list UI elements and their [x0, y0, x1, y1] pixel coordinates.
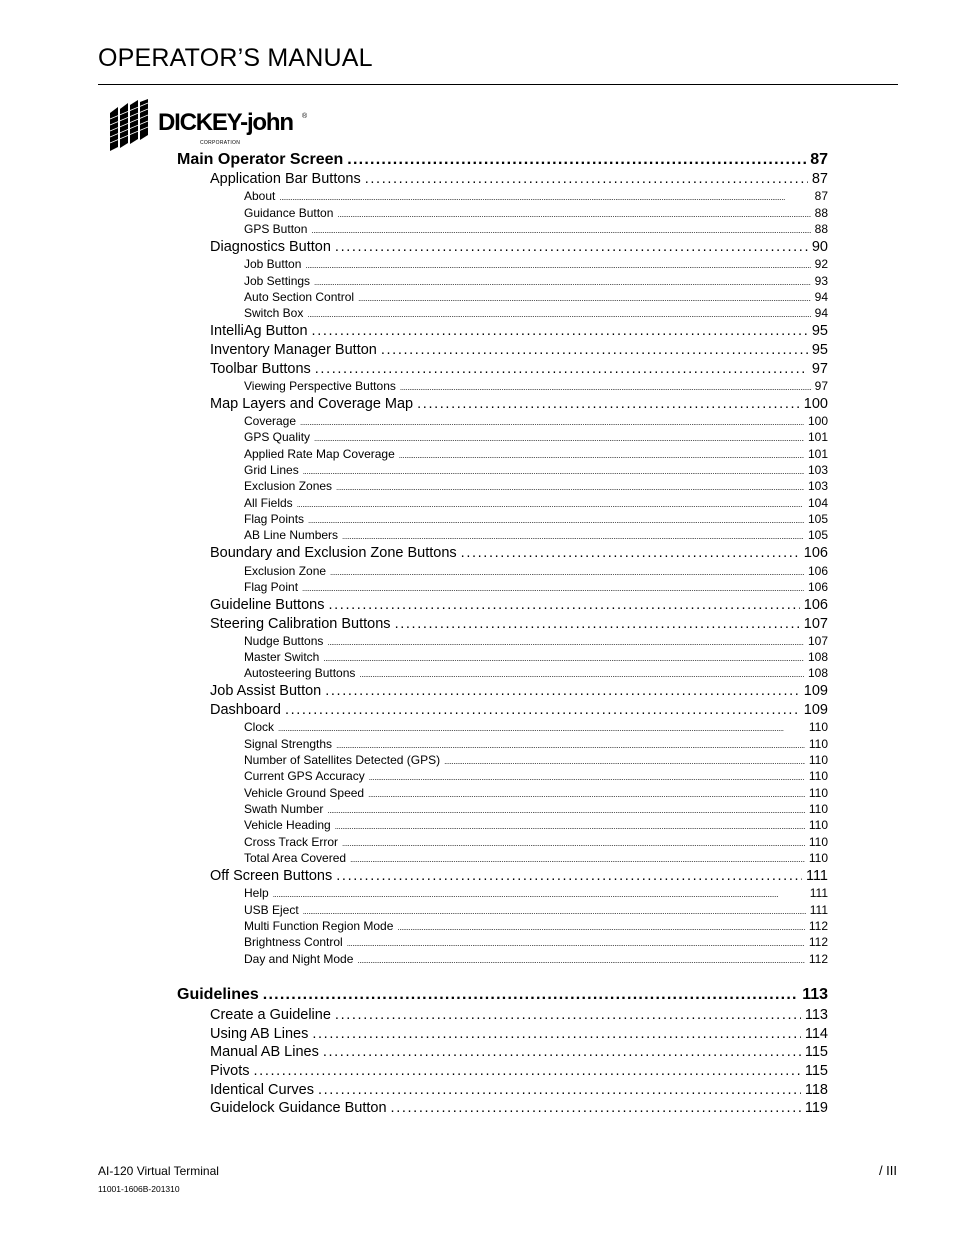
toc-entry-page: 106	[803, 597, 828, 613]
toc-entry-level-3[interactable]	[244, 651, 828, 663]
toc-dot-leader	[381, 343, 808, 358]
toc-entry-page: 110	[808, 802, 828, 816]
toc-entry-level-3[interactable]	[244, 738, 828, 750]
toc-entry-page: 118	[804, 1082, 828, 1098]
toc-entry-title: GPS Quality	[244, 430, 311, 444]
toc-entry-title: Diagnostics Button	[210, 239, 331, 255]
toc-entry-title: Off Screen Buttons	[210, 868, 333, 884]
logo-mark-icon	[108, 99, 152, 151]
toc-entry-title: Boundary and Exclusion Zone Buttons	[210, 545, 457, 561]
logo-registered-mark: ®	[302, 113, 308, 120]
toc-entry-title: Switch Box	[244, 306, 304, 320]
toc-entry-page: 95	[811, 323, 828, 339]
toc-entry-level-2[interactable]	[210, 1083, 828, 1098]
toc-entry-title: Map Layers and Coverage Map	[210, 396, 414, 412]
toc-entry-page: 119	[804, 1100, 828, 1116]
toc-dot-leader	[335, 1008, 801, 1023]
toc-dot-leader	[303, 464, 804, 476]
toc-entry-page: 109	[803, 683, 828, 699]
toc-entry-level-3[interactable]	[244, 936, 828, 948]
toc-entry-title: Guidelines	[177, 986, 259, 1003]
toc-entry-title: Job Assist Button	[210, 683, 322, 699]
toc-entry-level-2[interactable]	[210, 703, 828, 718]
toc-dot-leader	[368, 787, 805, 799]
toc-entry-page: 88	[814, 222, 828, 236]
toc-entry-title: Exclusion Zones	[244, 479, 333, 493]
toc-dot-leader	[303, 904, 806, 916]
toc-dot-leader	[335, 819, 805, 831]
toc-entry-page: 90	[811, 239, 828, 255]
toc-entry-title: Manual AB Lines	[210, 1044, 319, 1060]
toc-entry-level-3[interactable]	[244, 513, 828, 525]
toc-entry-title: Number of Satellites Detected (GPS)	[244, 753, 441, 767]
toc-entry-level-3[interactable]	[244, 770, 828, 782]
toc-entry-level-3[interactable]	[244, 721, 828, 733]
toc-entry-page: 109	[803, 702, 828, 718]
toc-dot-leader	[330, 565, 804, 577]
toc-entry-title: Cross Track Error	[244, 835, 339, 849]
toc-entry-title: AB Line Numbers	[244, 528, 339, 542]
footer-document-code: 11001-1606B-201310	[98, 1184, 180, 1194]
toc-entry-level-3[interactable]	[244, 836, 828, 848]
toc-dot-leader	[461, 546, 800, 561]
toc-entry-page: 104	[807, 496, 828, 510]
header-divider	[98, 84, 898, 85]
toc-entry-level-3[interactable]	[244, 207, 828, 219]
toc-dot-leader	[278, 721, 805, 733]
toc-entry-level-2[interactable]	[210, 546, 828, 561]
toc-dot-leader	[323, 651, 804, 663]
toc-entry-page: 92	[814, 257, 828, 271]
toc-dot-leader	[297, 497, 804, 509]
toc-entry-level-3[interactable]	[244, 380, 828, 392]
toc-entry-page: 113	[804, 1007, 828, 1023]
toc-dot-leader	[336, 738, 805, 750]
toc-entry-title: Coverage	[244, 414, 297, 428]
toc-entry-page: 87	[814, 189, 828, 203]
toc-entry-level-3[interactable]	[244, 565, 828, 577]
toc-entry-page: 87	[810, 151, 828, 168]
toc-entry-page: 93	[814, 274, 828, 288]
toc-entry-page: 110	[808, 720, 828, 734]
toc-entry-level-3[interactable]	[244, 887, 828, 899]
toc-entry-page: 106	[803, 545, 828, 561]
toc-entry-title: Total Area Covered	[244, 851, 347, 865]
toc-entry-title: Day and Night Mode	[244, 952, 354, 966]
toc-entry-title: Current GPS Accuracy	[244, 769, 365, 783]
toc-entry-level-3[interactable]	[244, 415, 828, 427]
toc-entry-page: 110	[808, 786, 828, 800]
toc-entry-title: Auto Section Control	[244, 290, 355, 304]
toc-entry-title: Viewing Perspective Buttons	[244, 379, 396, 393]
toc-entry-title: Help	[244, 886, 269, 900]
toc-entry-page: 97	[811, 361, 828, 377]
toc-entry-page: 113	[802, 986, 828, 1003]
toc-dot-leader	[399, 448, 804, 460]
toc-entry-page: 107	[803, 616, 828, 632]
toc-dot-leader	[263, 987, 798, 1003]
toc-entry-title: Master Switch	[244, 650, 320, 664]
toc-entry-level-2[interactable]	[210, 172, 828, 187]
toc-entry-level-3[interactable]	[244, 852, 828, 864]
toc-entry-page: 107	[807, 634, 828, 648]
toc-entry-title: GPS Button	[244, 222, 308, 236]
toc-entry-title: Application Bar Buttons	[210, 171, 361, 187]
toc-dot-leader	[444, 754, 805, 766]
toc-entry-page: 87	[811, 171, 828, 187]
toc-dot-leader	[395, 617, 800, 632]
toc-dot-leader	[314, 431, 804, 443]
toc-dot-leader	[307, 307, 810, 319]
toc-dot-leader	[347, 152, 806, 168]
toc-entry-level-3[interactable]	[244, 275, 828, 287]
toc-entry-level-3[interactable]	[244, 464, 828, 476]
toc-entry-page: 111	[809, 886, 828, 900]
toc-entry-title: Brightness Control	[244, 935, 343, 949]
dickey-john-logo	[108, 99, 328, 151]
toc-entry-level-3[interactable]	[244, 667, 828, 679]
page-title: OPERATOR’S MANUAL	[98, 44, 373, 72]
toc-entry-title: Identical Curves	[210, 1082, 314, 1098]
toc-dot-leader	[358, 291, 811, 303]
toc-dot-leader	[359, 667, 804, 679]
toc-entry-level-3[interactable]	[244, 291, 828, 303]
toc-entry-page: 110	[808, 753, 828, 767]
toc-entry-title: Nudge Buttons	[244, 634, 324, 648]
toc-entry-title: Using AB Lines	[210, 1026, 309, 1042]
toc-entry-level-2[interactable]	[210, 240, 828, 255]
toc-entry-title: Signal Strengths	[244, 737, 333, 751]
toc-entry-level-1[interactable]	[177, 152, 828, 168]
toc-entry-level-2[interactable]	[210, 362, 828, 377]
toc-entry-level-2[interactable]	[210, 1045, 828, 1060]
toc-dot-leader	[323, 1045, 801, 1060]
toc-entry-level-3[interactable]	[244, 307, 828, 319]
toc-entry-page: 108	[807, 666, 828, 680]
toc-dot-leader	[318, 1083, 801, 1098]
toc-dot-leader	[365, 172, 808, 187]
toc-entry-level-3[interactable]	[244, 258, 828, 270]
toc-entry-title: Flag Point	[244, 580, 299, 594]
toc-entry-page: 103	[807, 479, 828, 493]
toc-entry-level-2[interactable]	[210, 1008, 828, 1023]
toc-dot-leader	[312, 1027, 801, 1042]
toc-entry-page: 88	[814, 206, 828, 220]
toc-entry-title: Guidelock Guidance Button	[210, 1100, 387, 1116]
toc-entry-page: 103	[807, 463, 828, 477]
toc-dot-leader	[397, 920, 804, 932]
toc-entry-page: 110	[808, 737, 828, 751]
toc-entry-page: 112	[808, 919, 828, 933]
toc-entry-title: About	[244, 189, 276, 203]
toc-entry-title: Vehicle Heading	[244, 818, 331, 832]
toc-entry-page: 94	[814, 290, 828, 304]
toc-dot-leader	[350, 852, 805, 864]
toc-entry-level-3[interactable]	[244, 953, 828, 965]
toc-entry-page: 106	[807, 580, 828, 594]
logo-brand-text: DICKEY-john	[158, 109, 293, 136]
footer-product-name: AI-120 Virtual Terminal	[98, 1164, 219, 1178]
toc-dot-leader	[342, 836, 805, 848]
toc-entry-title: Steering Calibration Buttons	[210, 616, 391, 632]
toc-entry-title: Job Button	[244, 257, 302, 271]
toc-dot-leader	[335, 240, 808, 255]
toc-entry-title: IntelliAg Button	[210, 323, 308, 339]
toc-entry-page: 105	[807, 512, 828, 526]
toc-entry-level-3[interactable]	[244, 754, 828, 766]
toc-entry-page: 114	[804, 1026, 828, 1042]
toc-entry-title: Applied Rate Map Coverage	[244, 447, 395, 461]
toc-entry-level-3[interactable]	[244, 787, 828, 799]
toc-entry-level-3[interactable]	[244, 581, 828, 593]
toc-dot-leader	[305, 258, 810, 270]
toc-entry-level-3[interactable]	[244, 190, 828, 202]
toc-entry-level-2[interactable]	[210, 324, 828, 339]
toc-entry-level-2[interactable]	[210, 869, 828, 884]
toc-dot-leader	[300, 415, 804, 427]
toc-entry-level-3[interactable]	[244, 480, 828, 492]
toc-entry-page: 110	[808, 835, 828, 849]
toc-entry-page: 110	[808, 851, 828, 865]
toc-entry-title: Job Settings	[244, 274, 311, 288]
toc-entry-page: 106	[807, 564, 828, 578]
toc-entry-level-1[interactable]	[177, 987, 828, 1003]
toc-entry-title: Swath Number	[244, 802, 324, 816]
toc-entry-level-3[interactable]	[244, 635, 828, 647]
toc-dot-leader	[314, 275, 811, 287]
toc-dot-leader	[328, 598, 799, 613]
toc-dot-leader	[315, 362, 808, 377]
toc-entry-page: 95	[811, 342, 828, 358]
toc-entry-title: Exclusion Zone	[244, 564, 327, 578]
toc-dot-leader	[391, 1101, 801, 1116]
toc-dot-leader	[285, 703, 800, 718]
toc-dot-leader	[279, 190, 810, 202]
toc-entry-page: 105	[807, 528, 828, 542]
toc-entry-page: 111	[805, 868, 828, 884]
toc-entry-level-3[interactable]	[244, 223, 828, 235]
toc-dot-leader	[312, 324, 808, 339]
toc-dot-leader	[311, 223, 810, 235]
toc-entry-title: Clock	[244, 720, 275, 734]
toc-entry-page: 100	[803, 396, 828, 412]
toc-entry-level-3[interactable]	[244, 904, 828, 916]
toc-entry-title: Guideline Buttons	[210, 597, 325, 613]
toc-entry-page: 100	[807, 414, 828, 428]
toc-entry-level-3[interactable]	[244, 431, 828, 443]
toc-entry-title: Autosteering Buttons	[244, 666, 356, 680]
toc-entry-page: 110	[808, 769, 828, 783]
toc-dot-leader	[347, 936, 805, 948]
toc-entry-title: Dashboard	[210, 702, 281, 718]
toc-dot-leader	[327, 803, 804, 815]
toc-entry-title: Toolbar Buttons	[210, 361, 311, 377]
toc-entry-page: 115	[804, 1063, 828, 1079]
logo-corporation-text: CORPORATION	[200, 140, 241, 146]
toc-entry-level-2[interactable]	[210, 1064, 828, 1079]
toc-entry-level-3[interactable]	[244, 529, 828, 541]
toc-entry-page: 94	[814, 306, 828, 320]
toc-dot-leader	[308, 513, 804, 525]
toc-entry-page: 108	[807, 650, 828, 664]
toc-entry-level-3[interactable]	[244, 448, 828, 460]
toc-entry-page: 101	[807, 430, 828, 444]
toc-entry-title: Vehicle Ground Speed	[244, 786, 365, 800]
toc-entry-level-2[interactable]	[210, 1101, 828, 1116]
toc-entry-level-2[interactable]	[210, 343, 828, 358]
toc-entry-page: 111	[809, 903, 828, 917]
toc-dot-leader	[357, 953, 804, 965]
toc-dot-leader	[302, 581, 804, 593]
toc-dot-leader	[400, 380, 811, 392]
toc-entry-level-3[interactable]	[244, 920, 828, 932]
toc-entry-title: Create a Guideline	[210, 1007, 331, 1023]
toc-entry-level-2[interactable]	[210, 684, 828, 699]
toc-entry-title: Grid Lines	[244, 463, 299, 477]
toc-entry-level-3[interactable]	[244, 803, 828, 815]
toc-entry-page: 101	[807, 447, 828, 461]
toc-dot-leader	[327, 635, 804, 647]
toc-dot-leader	[337, 207, 810, 219]
toc-dot-leader	[369, 770, 805, 782]
toc-entry-level-2[interactable]	[210, 397, 828, 412]
toc-entry-page: 110	[808, 818, 828, 832]
toc-entry-page: 97	[814, 379, 828, 393]
toc-entry-level-3[interactable]	[244, 819, 828, 831]
toc-entry-title: USB Eject	[244, 903, 299, 917]
toc-dot-leader	[273, 887, 806, 899]
toc-entry-page: 115	[804, 1044, 828, 1060]
toc-entry-title: Guidance Button	[244, 206, 334, 220]
footer-page-number: / III	[878, 1163, 897, 1178]
toc-entry-level-2[interactable]	[210, 1027, 828, 1042]
toc-dot-leader	[342, 529, 804, 541]
toc-entry-level-2[interactable]	[210, 598, 828, 613]
toc-entry-title: Main Operator Screen	[177, 151, 344, 168]
toc-entry-title: Pivots	[210, 1063, 250, 1079]
toc-dot-leader	[325, 684, 800, 699]
toc-entry-level-2[interactable]	[210, 617, 828, 632]
toc-dot-leader	[254, 1064, 801, 1079]
toc-entry-page: 112	[808, 952, 828, 966]
toc-entry-level-3[interactable]	[244, 497, 828, 509]
toc-entry-title: Flag Points	[244, 512, 305, 526]
toc-dot-leader	[336, 480, 804, 492]
toc-entry-title: Multi Function Region Mode	[244, 919, 394, 933]
toc-entry-page: 112	[808, 935, 828, 949]
toc-dot-leader	[417, 397, 800, 412]
toc-entry-title: All Fields	[244, 496, 293, 510]
toc-entry-title: Inventory Manager Button	[210, 342, 377, 358]
toc-dot-leader	[336, 869, 802, 884]
